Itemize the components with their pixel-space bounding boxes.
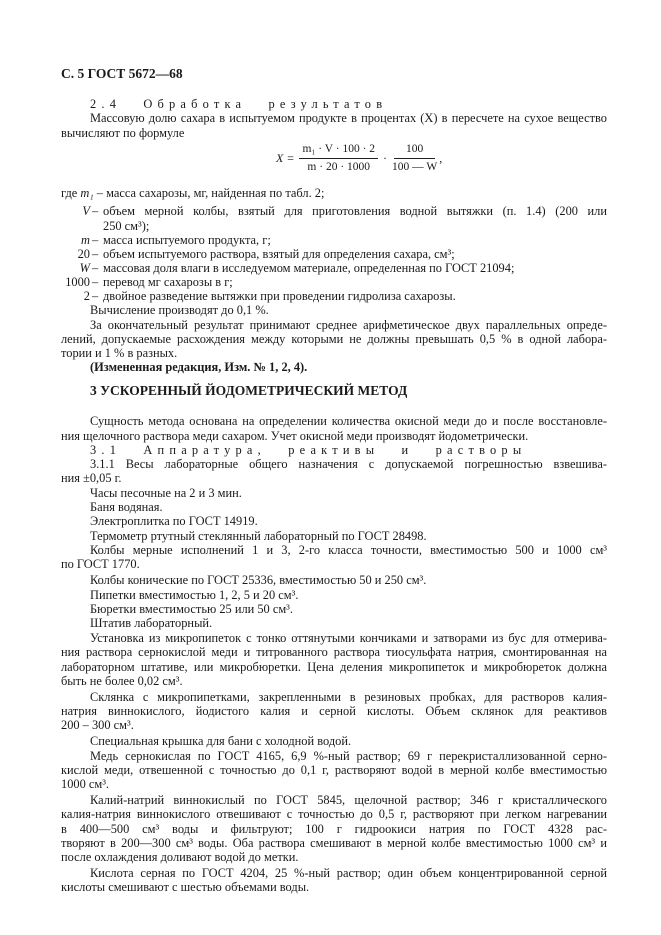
definition-dash: – xyxy=(92,204,99,218)
paragraph-line: ния ±0,05 г. xyxy=(61,471,122,485)
definition-text: двойное разведение вытяжки при проведении гидролиза сахарозы. xyxy=(103,289,456,303)
definition-symbol: W xyxy=(79,261,90,275)
paragraph-line: За окончательный результат принимают среднее арифметическое двух параллельных опреде- xyxy=(90,318,607,332)
section-heading: 3 УСКОРЕННЫЙ ЙОДОМЕТРИЧЕСКИЙ МЕТОД xyxy=(90,383,408,398)
paragraph-line: Пипетки вместимостью 1, 2, 5 и 20 см³. xyxy=(90,588,299,602)
definition-symbol: V xyxy=(82,204,90,218)
definition-dash: – xyxy=(92,261,99,275)
paragraph-line: 200 – 300 см³. xyxy=(61,718,134,732)
definition-symbol: 1000 xyxy=(65,275,90,289)
paragraph-line: 1000 см³. xyxy=(61,777,110,791)
formula-lhs: X = xyxy=(276,151,295,165)
definition-symbol: m xyxy=(81,233,90,247)
paragraph-line: Часы песочные на 2 и 3 мин. xyxy=(90,486,242,500)
definition-dash: – xyxy=(92,289,99,303)
paragraph-line: тории и 1 % в разных. xyxy=(61,346,178,360)
definition-symbol: 20 xyxy=(77,247,90,261)
paragraph-line: Специальная крышка для бани с холодной водой. xyxy=(90,734,352,748)
fraction-2-numerator: 100 xyxy=(394,142,435,159)
subsection-title-3-1: 3.1 Аппаратура, реактивы и растворы xyxy=(90,443,527,457)
paragraph-line: Баня водяная. xyxy=(90,500,163,514)
paragraph-line: творяют в 200—300 см³ воды. Оба раствора смешивают в мерной колбе вместимостью 1000 см³ и xyxy=(61,836,607,850)
subsection-title-2-4: 2.4 Обработка результатов xyxy=(90,97,388,111)
paragraph-line: Вычисление производят до 0,1 %. xyxy=(90,303,269,317)
paragraph-line: лений, допускаемые расхождения между которыми не должны превышать 0,5 % в одной лабора- xyxy=(61,332,607,346)
definition-text: перевод мг сахарозы в г; xyxy=(103,275,233,289)
definition-symbol: m₁ xyxy=(80,186,94,200)
definition-text: объем мерной колбы, взятый для приготовления водной вытяжки (п. 1.4) (200 или xyxy=(103,204,607,218)
paragraph-line: ния раствора сернокислой меди и титрованного раствора тиосульфата натрия, смонтированная на xyxy=(61,645,607,659)
definition-text: массовая доля влаги в исследуемом материале, определенная по ГОСТ 21094; xyxy=(103,261,515,275)
paragraph-line: натрия виннокислого, йодистого калия и серной кислоты. Объем склянок для реактивов xyxy=(61,704,607,718)
formula xyxy=(276,142,442,175)
definition-dash: – xyxy=(92,247,99,261)
paragraph-line: Склянка с микропипетками, закрепленными в резиновых пробках, для растворов калия- xyxy=(90,690,607,704)
definition-continuation: 250 см³); xyxy=(103,219,150,233)
definition-symbol: 2 xyxy=(83,289,90,303)
paragraph-line: Колбы конические по ГОСТ 25336, вместимостью 50 и 250 см³. xyxy=(90,573,427,587)
fraction-2 xyxy=(392,142,437,175)
definition-dash: – xyxy=(92,233,99,247)
paragraph-line: вычисляют по формуле xyxy=(61,126,185,140)
paragraph-line: Установка из микропипеток с тонко оттянутыми кончиками и затворами из бус для отмерива- xyxy=(90,631,607,645)
paragraph-line: Медь сернокислая по ГОСТ 4165, 6,9 %-ный раствор; 69 г перекристаллизованной серно- xyxy=(90,749,607,763)
paragraph-line: Бюретки вместимостью 25 или 50 см³. xyxy=(90,602,293,616)
paragraph-line: в 400—500 см³ воды и фильтруют; 100 г гидроокиси натрия по ГОСТ 4328 рас- xyxy=(61,822,607,836)
paragraph-line: ния щелочного раствора меди сахаром. Учет окисной меди производят йодометрически. xyxy=(61,429,529,443)
paragraph-line: Колбы мерные исполнений 1 и 3, 2-го класса точности, вместимостью 500 и 1000 см³ xyxy=(90,543,607,557)
where-label: где xyxy=(61,186,78,200)
paragraph-line: Калий-натрий виннокислый по ГОСТ 5845, щелочной раствор; 346 г кристаллического xyxy=(90,793,607,807)
definition-dash: – xyxy=(92,275,99,289)
paragraph-line: кислой меди, отвешенной с точностью до 0,1 г, растворяют водой в мерной колбе вместимостью xyxy=(61,763,607,777)
paragraph-line: 3.1.1 Весы лабораторные общего назначения с допускаемой погрешностью взвешива- xyxy=(90,457,607,471)
paragraph-line: быть не более 0,02 см³. xyxy=(61,674,183,688)
formula-dot: · xyxy=(383,151,388,165)
definition-item xyxy=(61,185,607,201)
fraction-1 xyxy=(299,142,378,175)
paragraph-line: калия-натрия виннокислого отвешивают с точностью до 0,5 г, растворяют при легком нагревании xyxy=(61,807,607,821)
paragraph-line: по ГОСТ 1770. xyxy=(61,557,140,571)
paragraph-line: после охлаждения доливают водой до метки. xyxy=(61,850,299,864)
formula-comma: , xyxy=(439,151,443,165)
paragraph-line: Термометр ртутный стеклянный лабораторный по ГОСТ 28498. xyxy=(90,529,427,543)
amendment-note: (Измененная редакция, Изм. № 1, 2, 4). xyxy=(90,360,308,374)
page-header: С. 5 ГОСТ 5672—68 xyxy=(61,66,183,81)
fraction-1-denominator: m · 20 · 1000 xyxy=(307,161,371,173)
paragraph-line: Сущность метода основана на определении количества окисной меди до и после восстановле- xyxy=(90,414,607,428)
fraction-1-numerator: m₁ · V · 100 · 2 xyxy=(299,142,378,159)
paragraph-line: лабораторном штативе, или микробюретки. Цена деления микропипеток и микробюреток должна xyxy=(61,660,607,674)
definition-text: масса сахарозы, мг, найденная по табл. 2; xyxy=(106,186,325,200)
definition-dash: – xyxy=(96,186,103,200)
paragraph-line: Штатив лабораторный. xyxy=(90,616,213,630)
definition-text: объем испытуемого раствора, взятый для определения сахара, см³; xyxy=(103,247,455,261)
paragraph-line: Кислота серная по ГОСТ 4204, 25 %-ный раствор; один объем концентрированной серной xyxy=(90,866,607,880)
paragraph-line: Массовую долю сахара в испытуемом продукте в процентах (X) в пересчете на сухое вещество xyxy=(90,111,607,125)
definition-text: масса испытуемого продукта, г; xyxy=(103,233,271,247)
paragraph-line: кислоты смешивают с шестью объемами воды. xyxy=(61,880,310,894)
fraction-2-denominator: 100 — W xyxy=(392,161,438,173)
paragraph-line: Электроплитка по ГОСТ 14919. xyxy=(90,514,258,528)
